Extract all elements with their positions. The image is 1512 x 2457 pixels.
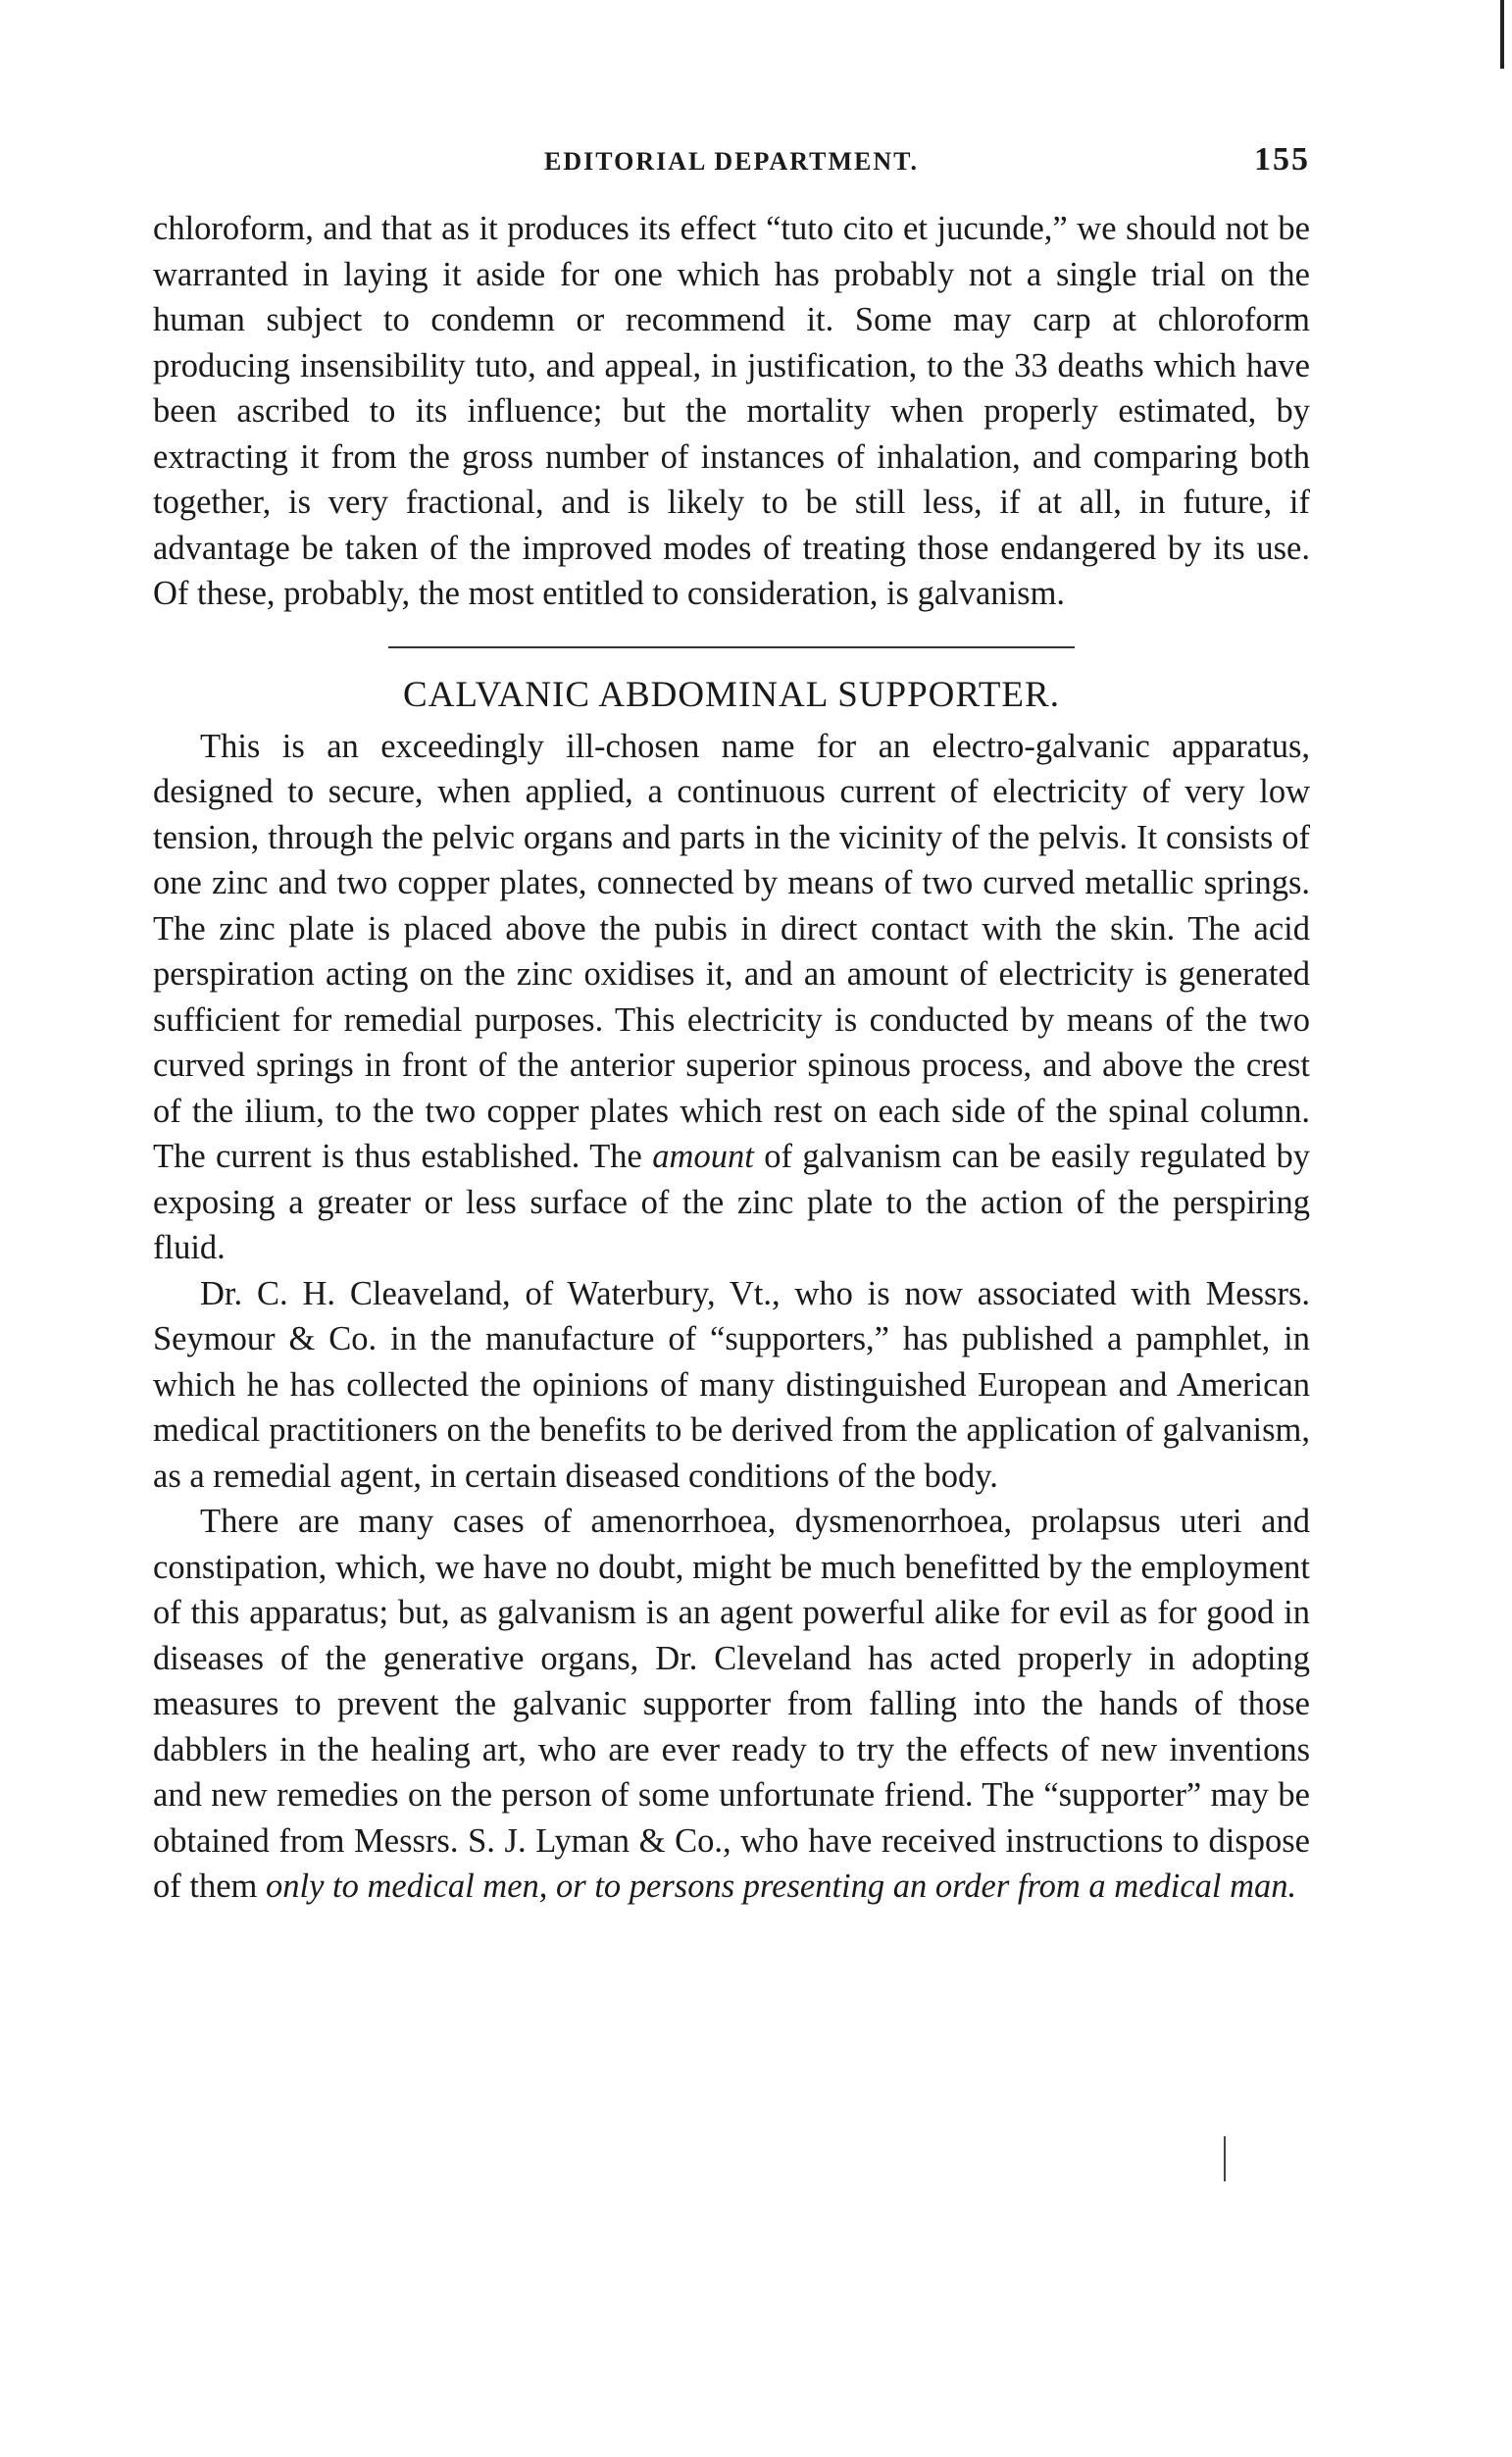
page — [153, 141, 1311, 1910]
article-paragraph-3 — [153, 1499, 1310, 1910]
article-paragraph-3-text: There are many cases of amenorrhoea, dysmenorrhoea, prolapsus uteri and constipation, which, we have no doubt, might be much benefitted by the employment of this apparatus; but, as galvanism is an agent powerful alike for evil as for good in diseases of the generative organs, Dr. Cleveland has acted properly in adopting measures to prevent the galvanic supporter from falling into the hands of those dabblers in the healing art, who are ever ready to try the effects of new inventions and new remedies on the person of some unfortunate friend. The “supporter” may be obtained from Messrs. S. J. Lyman & Co., who have received instructions to dispose of them — [153, 1503, 1310, 1905]
amount-sentence-lead: The — [589, 1138, 642, 1175]
amount-sentence-rest: of galvanism can be easily regulated by exposing a greater or less surface of the zinc plate to the action of the perspiring fluid. — [153, 1138, 1311, 1266]
page-number: 155 — [1254, 141, 1310, 178]
running-head-title: EDITORIAL DEPARTMENT. — [543, 147, 920, 176]
page-edge-mark — [1500, 0, 1504, 69]
article-paragraph-1-text: This is an exceedingly ill-chosen name for an electro-galvanic apparatus, designed to secure, when applied, a continuous current of electricity of very low tension, through the pelvic organs and parts in the vicinity of the pelvis. It consists of one zinc and two copper plates, connected by means of two curved metallic springs. The zinc plate is placed above the pubis in direct contact with the skin. The acid perspiration acting on the zinc oxidises it, and an amount of electricity is generated sufficient for remedial purposes. This electricity is conducted by means of the two curved springs in front of the anterior superior spinous process, and above the crest of the ilium, to the two copper plates which rest on each side of the spinal column. The current is thus established. — [153, 727, 1310, 1175]
margin-mark — [1224, 2136, 1226, 2181]
article-heading: CALVANIC ABDOMINAL SUPPORTER. — [403, 674, 1060, 715]
amount-sentence-italic: amount — [652, 1138, 754, 1175]
running-head — [153, 141, 1310, 186]
article-paragraph-1 — [153, 724, 1310, 1271]
section-divider — [388, 646, 1075, 648]
article-paragraph-2: Dr. C. H. Cleaveland, of Waterbury, Vt., who is now associated with Messrs. Seymour & Co. in the manufacture of “supporters,” has published a pamphlet, in which he has collected the opinions of many distinguished European and American medical practitioners on the benefits to be derived from the application of galvanism, as a remedial agent, in certain diseased conditions of the body. — [153, 1274, 1310, 1495]
closing-italic: only to medical men, or to persons presenting an order from a medical man. — [265, 1868, 1297, 1905]
intro-paragraph: chloroform, and that as it produces its effect “tuto cito et jucunde,” we should not be warranted in laying it aside for one which has probably not a single trial on the human subject to condemn or recommend it. Some may carp at chloroform producing insensibility tuto, and appeal, in justification, to the 33 deaths which have been ascribed to its influence; but the mortality when properly estimated, by extracting it from the gross number of instances of inhalation, and comparing both together, is very fractional, and is likely to be still less, if at all, in future, if advantage be taken of the improved modes of treating those endangered by its use. Of these, probably, the most entitled to consideration, is galvanism. — [153, 210, 1310, 612]
